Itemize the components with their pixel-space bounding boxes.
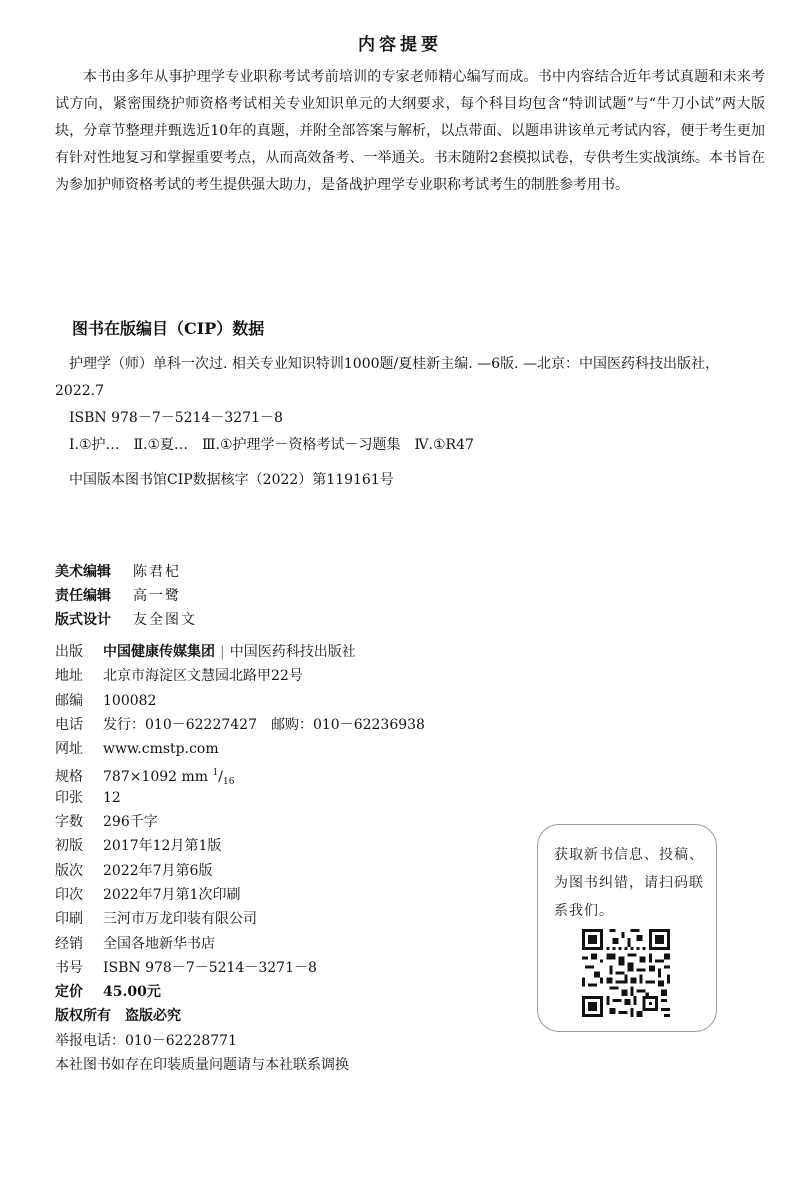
credit-row-layout-design — [55, 608, 197, 632]
pub-value: 296千字 — [103, 814, 158, 831]
pub-label: 书号 — [55, 959, 83, 976]
pub-label: 版次 — [55, 862, 83, 879]
credit-value: 友全图文 — [133, 612, 197, 628]
pub-row-printing — [55, 883, 425, 907]
pub-value: 100082 — [103, 692, 157, 709]
copyright-notice: 版权所有 盗版必究 — [55, 1008, 181, 1025]
pub-row-sheets — [55, 786, 425, 810]
pub-label: 地址 — [55, 668, 83, 685]
qr-caption: 获取新书信息、投稿、为图书纠错，请扫码联系我们。 — [554, 847, 704, 919]
format-size: 787×1092 mm — [103, 769, 209, 786]
summary-section — [55, 64, 765, 199]
pub-value: 北京市海淀区文慧园北路甲22号 — [103, 668, 303, 685]
pub-row-address — [55, 664, 425, 688]
quality-notice: 本社图书如存在印装质量问题请与本社联系调换 — [55, 1057, 349, 1074]
pub-label: 经销 — [55, 935, 83, 952]
pub-value: 发行：010－62227427 邮购：010－62236938 — [103, 716, 425, 733]
publisher-group: 中国健康传媒集团 — [103, 644, 215, 660]
cip-description: 护理学（师）单科一次过. 相关专业知识特训1000题/夏桂新主编. —6版. —北京：中国医药科技出版社，2022.7 — [55, 356, 719, 399]
summary-paragraph: 本书由多年从事护理学专业职称考试考前培训的专家老师精心编写而成。书中内容结合近年考试真题和未来考试方向，紧密围绕护师资格考试相关专业知识单元的大纲要求，每个科目均包含“特训试题”与“牛刀小试”两大版块，分章节整理并甄选近10年的真题，并附全部答案与解析，以点带面、以题串讲该单元考试内容，便于考生更加有针对性地复习和掌握重要考点，从而高效备考、一举通关。书末随附2套模拟试卷，专供考生实战演练。本书旨在为参加护师资格考试的考生提供强大助力，是备战护理学专业职称考试考生的制胜参考用书。 — [55, 69, 765, 193]
pub-label: 规格 — [55, 769, 83, 786]
pub-label: 印张 — [55, 789, 83, 806]
qr-contact-box — [537, 824, 717, 1032]
pub-value: ISBN 978－7－5214－3271－8 — [103, 959, 317, 976]
credit-label: 责任编辑 — [55, 588, 111, 604]
price-value: 45.00元 — [103, 984, 161, 1001]
pub-label: 出版 — [55, 644, 83, 660]
pub-row-website — [55, 737, 425, 761]
price-label: 定价 — [55, 984, 83, 1001]
divider: | — [220, 644, 225, 660]
publishing-info — [55, 640, 425, 1077]
credit-label: 版式设计 — [55, 612, 111, 628]
cip-classification: Ⅰ.①护… Ⅱ.①夏… Ⅲ.①护理学－资格考试－习题集 Ⅳ.①R47 — [69, 437, 474, 453]
pub-value: 全国各地新华书店 — [103, 935, 215, 952]
pub-label: 印刷 — [55, 911, 83, 928]
pub-value: 2022年7月第6版 — [103, 862, 213, 879]
pub-row-word-count — [55, 810, 425, 834]
pub-label: 印次 — [55, 886, 83, 903]
pub-value: www.cmstp.com — [103, 741, 219, 758]
publisher-name: 中国医药科技出版社 — [229, 644, 356, 660]
report-phone: 举报电话：010－62228771 — [55, 1032, 237, 1049]
pub-row-edition — [55, 859, 425, 883]
credit-value: 陈君杞 — [133, 564, 181, 580]
credit-value: 高一鹭 — [133, 588, 181, 604]
pub-value: 三河市万龙印装有限公司 — [103, 911, 257, 928]
credits-list — [55, 560, 197, 632]
credit-label: 美术编辑 — [55, 564, 111, 580]
pub-row-book-number — [55, 956, 425, 980]
format-denominator: 16 — [223, 777, 235, 788]
pub-value: 12 — [103, 789, 121, 806]
pub-label: 邮编 — [55, 692, 83, 709]
qr-code-icon[interactable] — [582, 929, 670, 1017]
pub-row-distributor — [55, 932, 425, 956]
cip-isbn: ISBN 978－7－5214－3271－8 — [69, 410, 283, 426]
pub-label: 电话 — [55, 716, 83, 733]
pub-value: 2022年7月第1次印刷 — [103, 886, 241, 903]
pub-row-format: 规格 787×1092 mm $^1/_{16}$ — [55, 761, 425, 785]
pub-value: 2017年12月第1版 — [103, 838, 222, 855]
publisher-row — [55, 640, 425, 664]
pub-label: 网址 — [55, 741, 83, 758]
pub-row-first-edition — [55, 834, 425, 858]
pub-label: 初版 — [55, 838, 83, 855]
page-title: 内容提要 — [358, 35, 442, 55]
cip-record-number: 中国版本图书馆CIP数据核字（2022）第119161号 — [69, 472, 394, 488]
pub-row-postcode — [55, 689, 425, 713]
pub-label: 字数 — [55, 814, 83, 831]
credit-row-responsible-editor — [55, 584, 197, 608]
cip-heading: 图书在版编目（CIP）数据 — [72, 319, 265, 338]
pub-row-price — [55, 980, 425, 1004]
pub-row-printer — [55, 907, 425, 931]
credit-row-art-editor — [55, 560, 197, 584]
pub-row-phone — [55, 713, 425, 737]
format-numerator: 1 — [212, 768, 219, 779]
